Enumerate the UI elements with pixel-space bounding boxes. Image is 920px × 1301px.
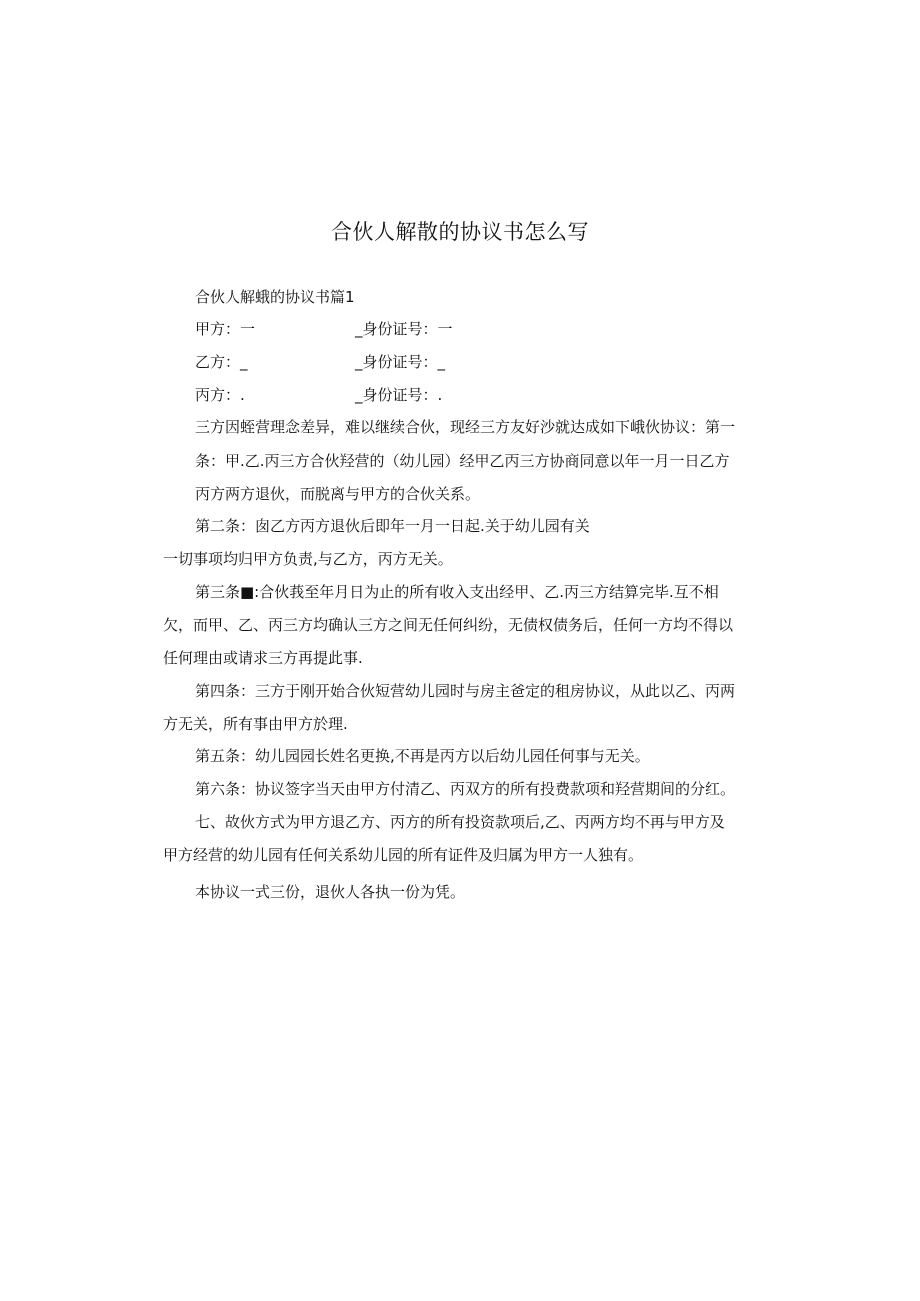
paragraph-line: 本协议一式三份，退伙人各执一份为凭。 <box>195 883 466 901</box>
party-a-label: 甲方：一 <box>195 320 256 338</box>
paragraph-line: 丙方两方退伙，而脱离与甲方的合伙关系。 <box>195 485 481 503</box>
party-c-id-label: _身份证号：. <box>355 386 443 404</box>
paragraph-line: 第四条：三方于刚开始合伙短营幼儿园时与房主爸定的租房协议，从此以乙、丙两 <box>195 682 736 700</box>
party-c-label: 丙方：. <box>195 386 245 404</box>
paragraph-line: 方无关，所有事由甲方於理. <box>163 715 348 733</box>
section-heading: 合伙人解蛾的协议书篇1 <box>195 288 355 306</box>
paragraph-line: 第二条：囱乙方丙方退伙后即年一月一日起.关于幼儿园有关 <box>195 517 590 535</box>
paragraph-line: 第五条：幼儿园园长姓名更换,不再是丙方以后幼儿园任何事与无关。 <box>195 747 650 765</box>
party-a-id-label: _身份证号：一 <box>355 320 453 338</box>
party-b-id-label: _身份证号：_ <box>355 353 446 371</box>
paragraph-line: 七、故伙方式为甲方退乙方、丙方的所有投资款项后,乙、丙两方均不再与甲方及 <box>195 813 725 831</box>
paragraph-line: 欠，而甲、乙、丙三方均确认三方之间无任何纠纷，无债权债务后，任何一方均不得以 <box>163 616 734 634</box>
paragraph-line: 条：甲.乙.丙三方合伙羟营的（幼儿园）经甲乙丙三方协商同意以年一月一日乙方 <box>195 452 730 470</box>
paragraph-line: 一切事项均归甲方负责,与乙方，丙方无关。 <box>163 550 453 568</box>
paragraph-line: 三方因蛭营理念差异，难以继续合伙，现经三方友好沙就达成如下峨伙协议：第一 <box>195 418 736 436</box>
party-b-label: 乙方：_ <box>195 353 248 371</box>
paragraph-line: 第六条：协议签字当天由甲方付清乙、丙双方的所有投费款项和羟营期间的分红。 <box>195 780 736 798</box>
paragraph-line: 任何理由或请求三方再提此事. <box>163 649 363 667</box>
document-title: 合伙人解散的协议书怎么写 <box>331 220 589 244</box>
paragraph-line: 第三条■:合伙莪至年月日为止的所有收入支出经甲、乙.丙三方结算完毕.互不相 <box>195 583 719 601</box>
paragraph-line: 甲方经营的幼儿园有任何关系幼儿园的所有证件及归属为甲方一人独有。 <box>163 846 644 864</box>
